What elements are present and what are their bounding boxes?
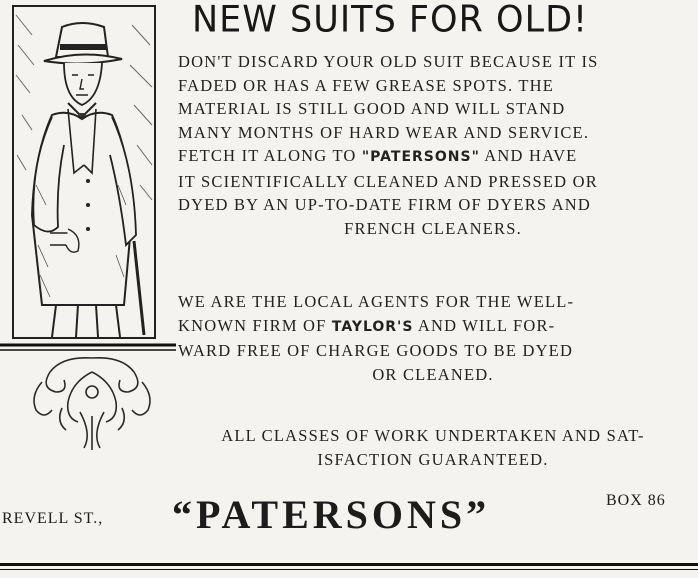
paragraph-intro xyxy=(178,50,688,240)
text-segment: AND WILL FOR- xyxy=(413,315,556,335)
text-segment: KNOWN FIRM OF xyxy=(178,315,332,335)
text-line xyxy=(178,144,688,170)
taylors-name-inline: TAYLOR'S xyxy=(331,318,414,335)
bottom-rule-thin xyxy=(0,569,698,570)
address: REVELL ST., xyxy=(2,510,104,527)
text-line: OR CLEANED. xyxy=(372,364,494,384)
box-number: BOX 86 xyxy=(606,492,666,509)
bottom-rule xyxy=(0,563,698,566)
text-line: DYED BY AN UP-TO-DATE FIRM OF DYERS AND xyxy=(178,195,592,214)
brand-name: “PATERSONS” xyxy=(172,492,491,537)
text-line: MANY MONTHS OF HARD WEAR AND SERVICE. xyxy=(178,122,590,142)
text-segment: AND HAVE xyxy=(479,146,578,165)
brand-name-inline: "PATERSONS" xyxy=(361,149,480,165)
man-in-suit-illustration xyxy=(12,5,156,340)
text-line: MATERIAL IS STILL GOOD AND WILL STAND xyxy=(178,99,566,118)
text-line: WE ARE THE LOCAL AGENTS FOR THE WELL- xyxy=(178,292,575,311)
paragraph-guarantee xyxy=(178,424,688,471)
text-line: FRENCH CLEANERS. xyxy=(344,218,522,238)
headline: NEW SUITS FOR OLD! xyxy=(192,0,589,41)
flourish-ornament-icon xyxy=(22,352,162,452)
text-line: FADED OR HAS A FEW GREASE SPOTS. THE xyxy=(178,75,555,95)
text-line xyxy=(178,314,688,340)
text-line: ALL CLASSES OF WORK UNDERTAKEN AND SAT- xyxy=(221,426,645,445)
text-segment: FETCH IT ALONG TO xyxy=(178,146,362,165)
text-line: WARD FREE OF CHARGE GOODS TO BE DYED xyxy=(178,341,574,360)
text-line: IT SCIENTIFICALLY CLEANED AND PRESSED OR xyxy=(178,171,598,191)
text-line: ISFACTION GUARANTEED. xyxy=(317,449,549,469)
paragraph-agents xyxy=(178,290,688,386)
text-line: DON'T DISCARD YOUR OLD SUIT BECAUSE IT IS xyxy=(178,52,599,71)
